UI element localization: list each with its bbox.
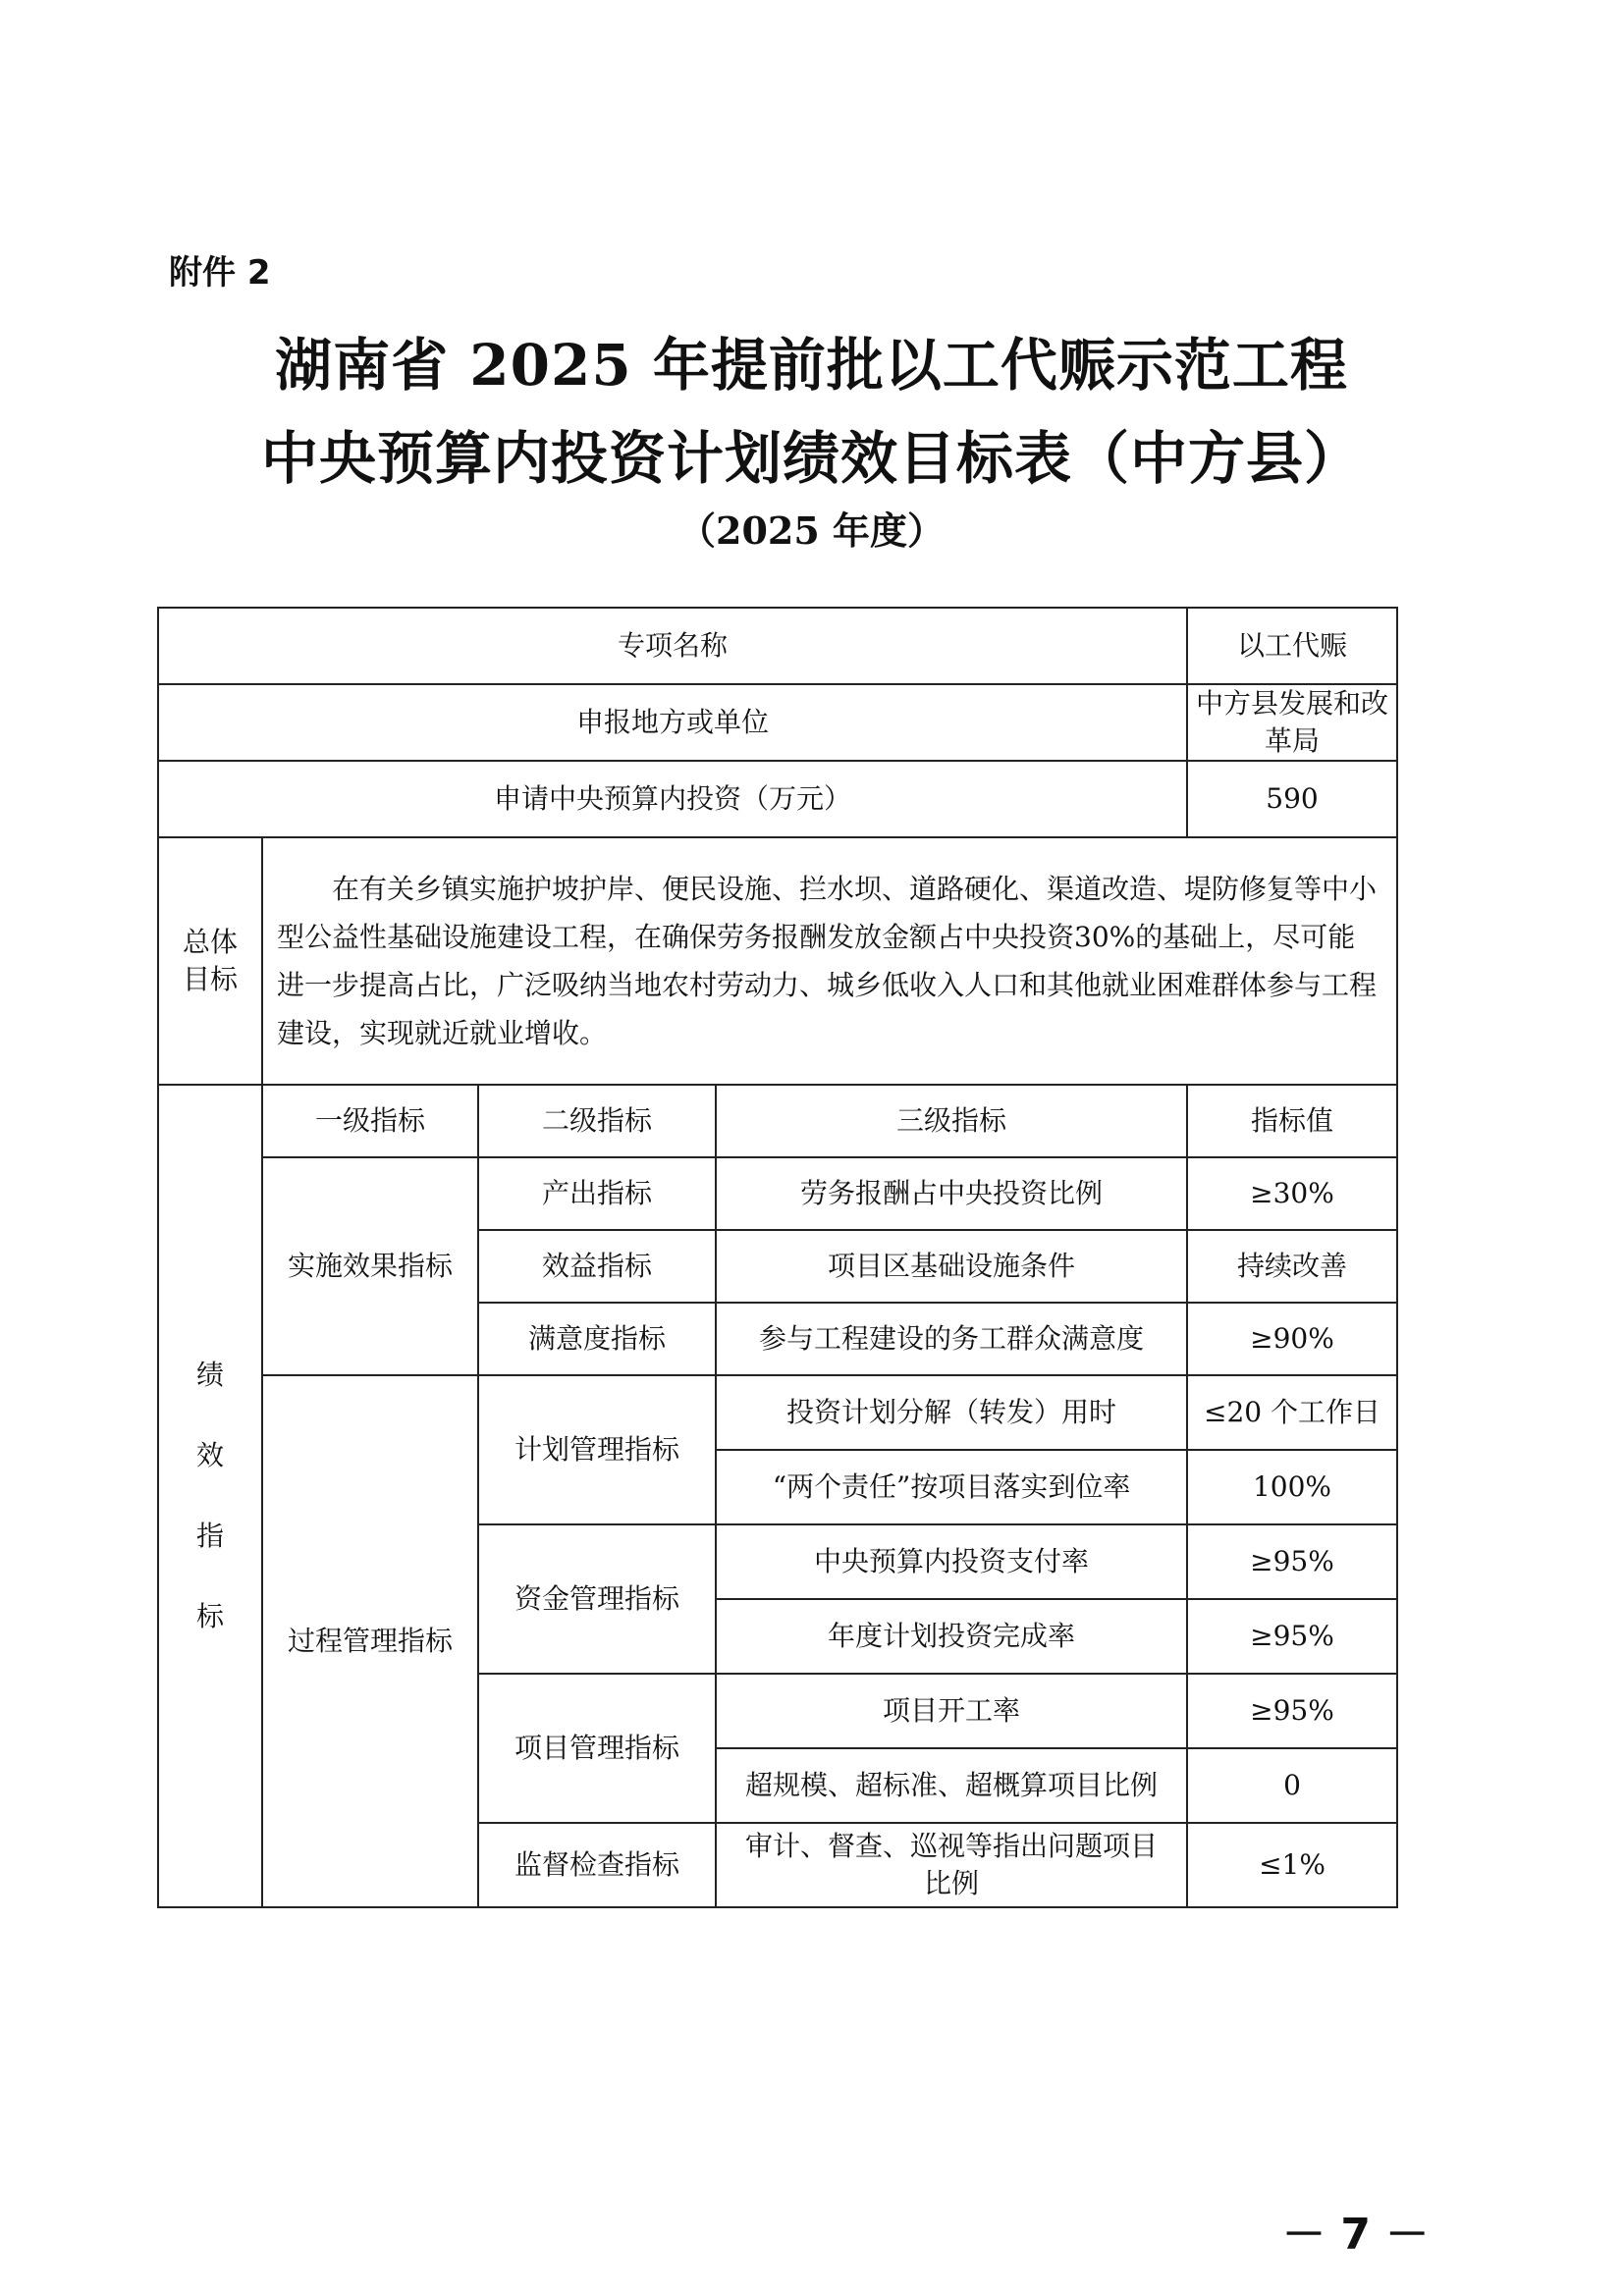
level3-cell: 审计、督查、巡视等指出问题项目比例: [716, 1823, 1187, 1907]
level3-cell: 中央预算内投资支付率: [716, 1524, 1187, 1599]
level1-implementation-effect: 实施效果指标: [262, 1157, 478, 1375]
perf-char-2: 效: [195, 1439, 224, 1471]
value-cell: 持续改善: [1187, 1230, 1397, 1303]
level3-cell: 投资计划分解（转发）用时: [716, 1375, 1187, 1450]
level3-cell: “两个责任”按项目落实到位率: [716, 1450, 1187, 1524]
overall-goal-label-line2: 目标: [182, 963, 238, 995]
project-name-value: 以工代赈: [1187, 608, 1397, 684]
table-row: [158, 1157, 1397, 1230]
value-cell: ≥95%: [1187, 1524, 1397, 1599]
level3-cell: 劳务报酬占中央投资比例: [716, 1157, 1187, 1230]
project-name-label: 专项名称: [158, 608, 1187, 684]
value-cell: 100%: [1187, 1450, 1397, 1524]
value-cell: ≥90%: [1187, 1303, 1397, 1375]
unit-value: 中方县发展和改革局: [1187, 684, 1397, 761]
value-cell: ≥95%: [1187, 1599, 1397, 1674]
header-level2: 二级指标: [478, 1085, 716, 1157]
value-cell: ≤20 个工作日: [1187, 1375, 1397, 1450]
level3-cell: 参与工程建设的务工群众满意度: [716, 1303, 1187, 1375]
level2-cell: 效益指标: [478, 1230, 716, 1303]
level2-plan-management: 计划管理指标: [478, 1375, 716, 1524]
performance-indicator-label: [158, 1085, 262, 1907]
value-cell: 0: [1187, 1748, 1397, 1823]
project-name-row: [158, 608, 1397, 684]
document-title-line2: 中央预算内投资计划绩效目标表（中方县）: [260, 425, 1362, 492]
document-title-line1: 湖南省 2025 年提前批以工代赈示范工程: [275, 332, 1348, 399]
page-number: － 7 －: [1282, 2210, 1430, 2260]
document-year: （2025 年度）: [678, 508, 945, 553]
level2-project-management: 项目管理指标: [478, 1674, 716, 1823]
unit-label: 申报地方或单位: [158, 684, 1187, 761]
investment-label: 申请中央预算内投资（万元）: [158, 761, 1187, 837]
overall-goal-row: [158, 837, 1397, 1085]
level2-cell: 满意度指标: [478, 1303, 716, 1375]
level3-cell: 年度计划投资完成率: [716, 1599, 1187, 1674]
unit-row: [158, 684, 1397, 761]
perf-char-4: 标: [195, 1599, 224, 1632]
table-row: [158, 1375, 1397, 1450]
level3-cell: 项目开工率: [716, 1674, 1187, 1748]
perf-char-1: 绩: [195, 1359, 224, 1392]
level3-cell: 项目区基础设施条件: [716, 1230, 1187, 1303]
header-value: 指标值: [1187, 1085, 1397, 1157]
overall-goal-label-line1: 总体: [182, 926, 238, 959]
header-level1: 一级指标: [262, 1085, 478, 1157]
indicator-header-row: [158, 1085, 1397, 1157]
level2-cell: 产出指标: [478, 1157, 716, 1230]
investment-row: [158, 761, 1397, 837]
level1-process-management: 过程管理指标: [262, 1375, 478, 1907]
level2-fund-management: 资金管理指标: [478, 1524, 716, 1674]
attachment-label: 附件 2: [169, 253, 271, 293]
level3-cell: 超规模、超标准、超概算项目比例: [716, 1748, 1187, 1823]
value-cell: ≥30%: [1187, 1157, 1397, 1230]
header-level3: 三级指标: [716, 1085, 1187, 1157]
value-cell: ≤1%: [1187, 1823, 1397, 1907]
overall-goal-text: 在有关乡镇实施护坡护岸、便民设施、拦水坝、道路硬化、渠道改造、堤防修复等中小型公益性基础设施建设工程，在确保劳务报酬发放金额占中央投资30%的基础上，尽可能进一步提高占比，广泛吸纳当地农村劳动力、城乡低收入人口和其他就业困难群体参与工程建设，实现就近就业增收。: [262, 837, 1397, 1085]
performance-target-table: [157, 607, 1398, 1908]
value-cell: ≥95%: [1187, 1674, 1397, 1748]
perf-char-3: 指: [195, 1519, 224, 1552]
overall-goal-label: [158, 837, 262, 1085]
level2-supervision-inspection: 监督检查指标: [478, 1823, 716, 1907]
investment-value: 590: [1187, 761, 1397, 837]
